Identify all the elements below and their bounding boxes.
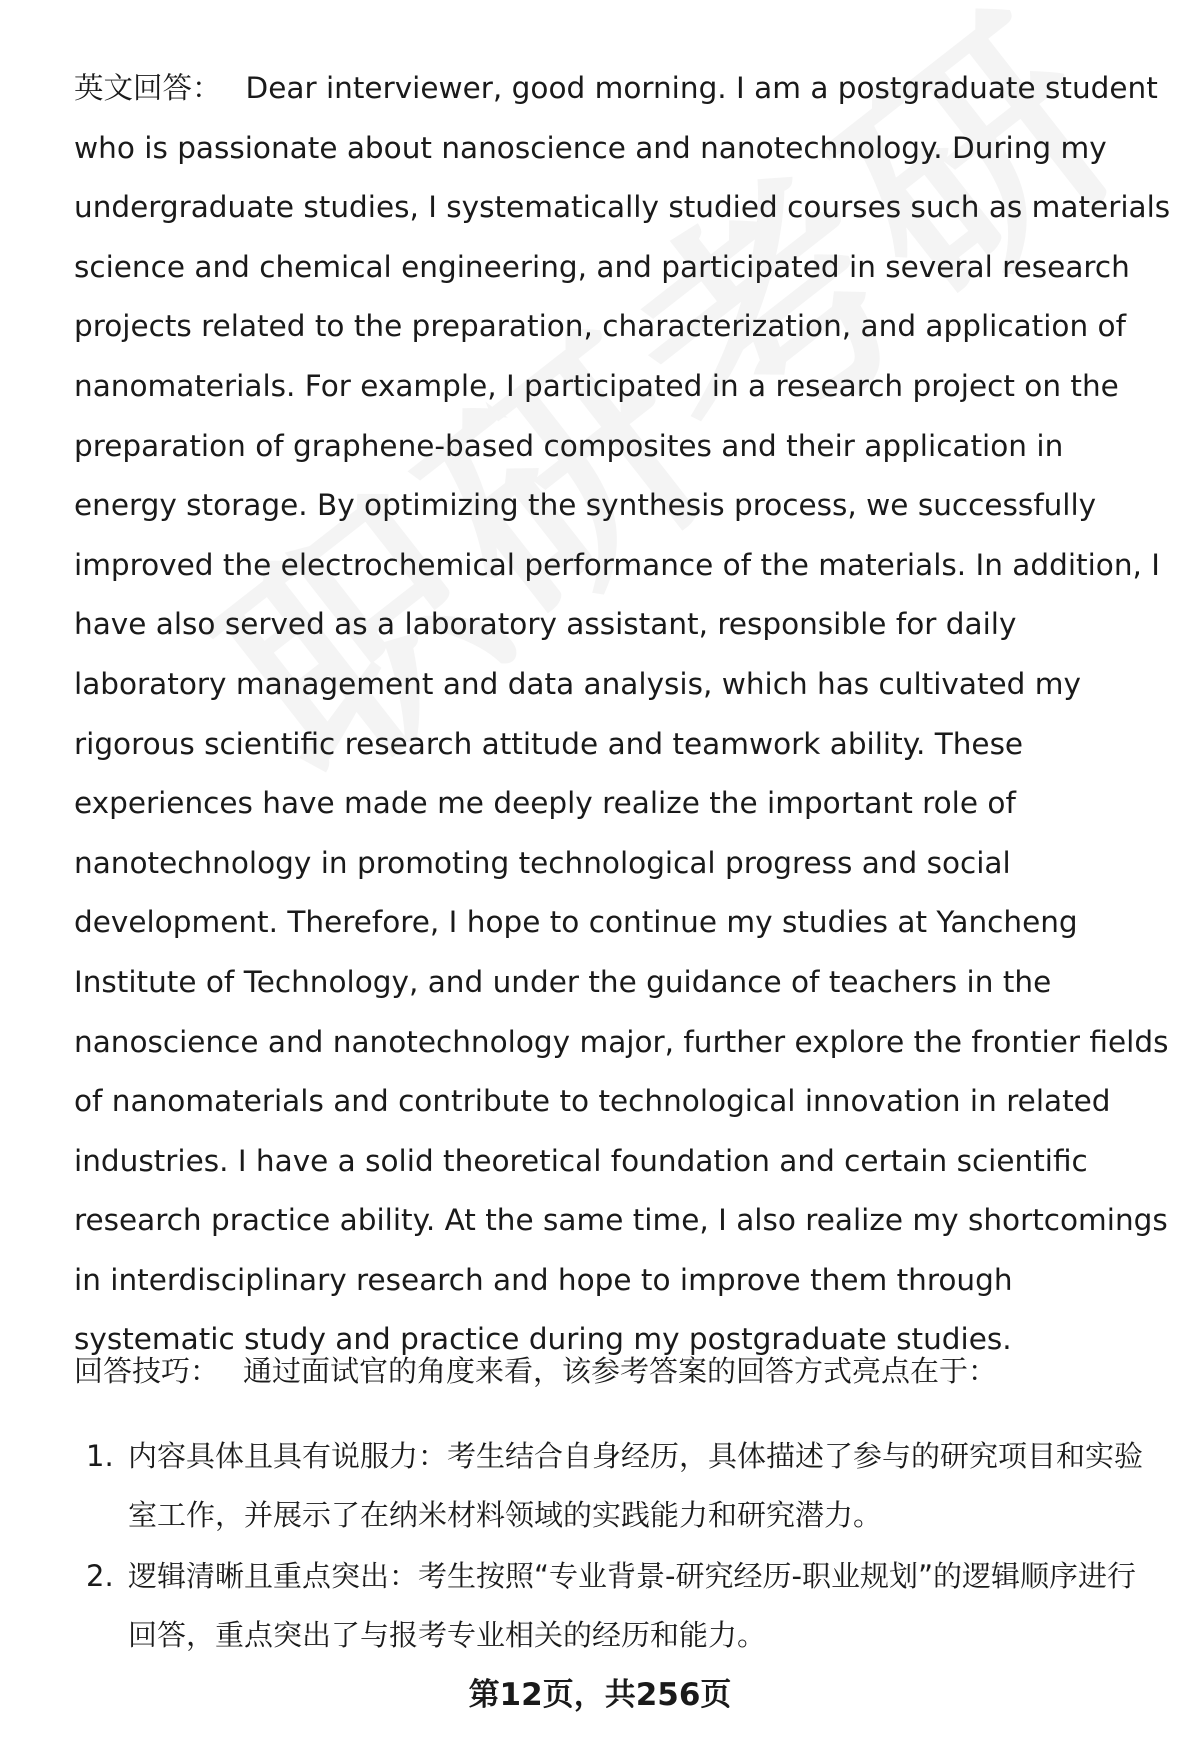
answer-tips-intro: 通过面试官的角度来看，该参考答案的回答方式亮点在于： bbox=[243, 1354, 998, 1388]
answer-tips-label: 回答技巧： bbox=[74, 1354, 220, 1388]
list-item-number: 2. bbox=[86, 1559, 114, 1593]
list-item-text: 内容具体且具有说服力：考生结合自身经历，具体描述了参与的研究项目和实验室工作，并展示了在纳米材料领域的实践能力和研究潜力。 bbox=[128, 1439, 1144, 1532]
english-answer-label: 英文回答： bbox=[74, 71, 222, 105]
answer-tips-heading bbox=[74, 1341, 997, 1401]
english-answer-paragraph bbox=[74, 59, 1174, 1370]
list-item bbox=[74, 1547, 1154, 1665]
english-answer-text: Dear interviewer, good morning. I am a postgraduate student who is passionate about nanoscience and nanotechnology. During my undergraduate studies, I systematically studied courses such as materials science and chemical engineering, and participated in several research projects related to the preparation, characterization, and application of nanomaterials. For example, I participated in a research project on the preparation of graphene-based composites and their application in energy storage. By optimizing the synthesis process, we successfully improved the electrochemical performance of the materials. In addition, I have also served as a laboratory assistant, responsible for daily laboratory management and data analysis, which has cultivated my rigorous scientific research attitude and teamwork ability. These experiences have made me deeply realize the important role of nanotechnology in promoting technological progress and social development. Therefore, I hope to continue my studies at Yancheng Institute of Technology, and under the guidance of teachers in the nanoscience and nanotechnology major, further explore the frontier fields of nanomaterials and contribute to technological innovation in related industries. I have a solid theoretical foundation and certain scientific research practice ability. At the same time, I also realize my shortcomings in interdisciplinary research and hope to improve them through systematic study and practice during my postgraduate studies. bbox=[74, 71, 1171, 1357]
page-number-footer: 第12页，共256页 bbox=[468, 1677, 732, 1713]
list-item-text: 逻辑清晰且重点突出：考生按照“专业背景-研究经历-职业规划”的逻辑顺序进行回答，重点突出了与报考专业相关的经历和能力。 bbox=[128, 1559, 1136, 1652]
answer-tips-list bbox=[74, 1427, 1154, 1667]
list-item-number: 1. bbox=[86, 1439, 114, 1473]
list-item bbox=[74, 1427, 1154, 1545]
